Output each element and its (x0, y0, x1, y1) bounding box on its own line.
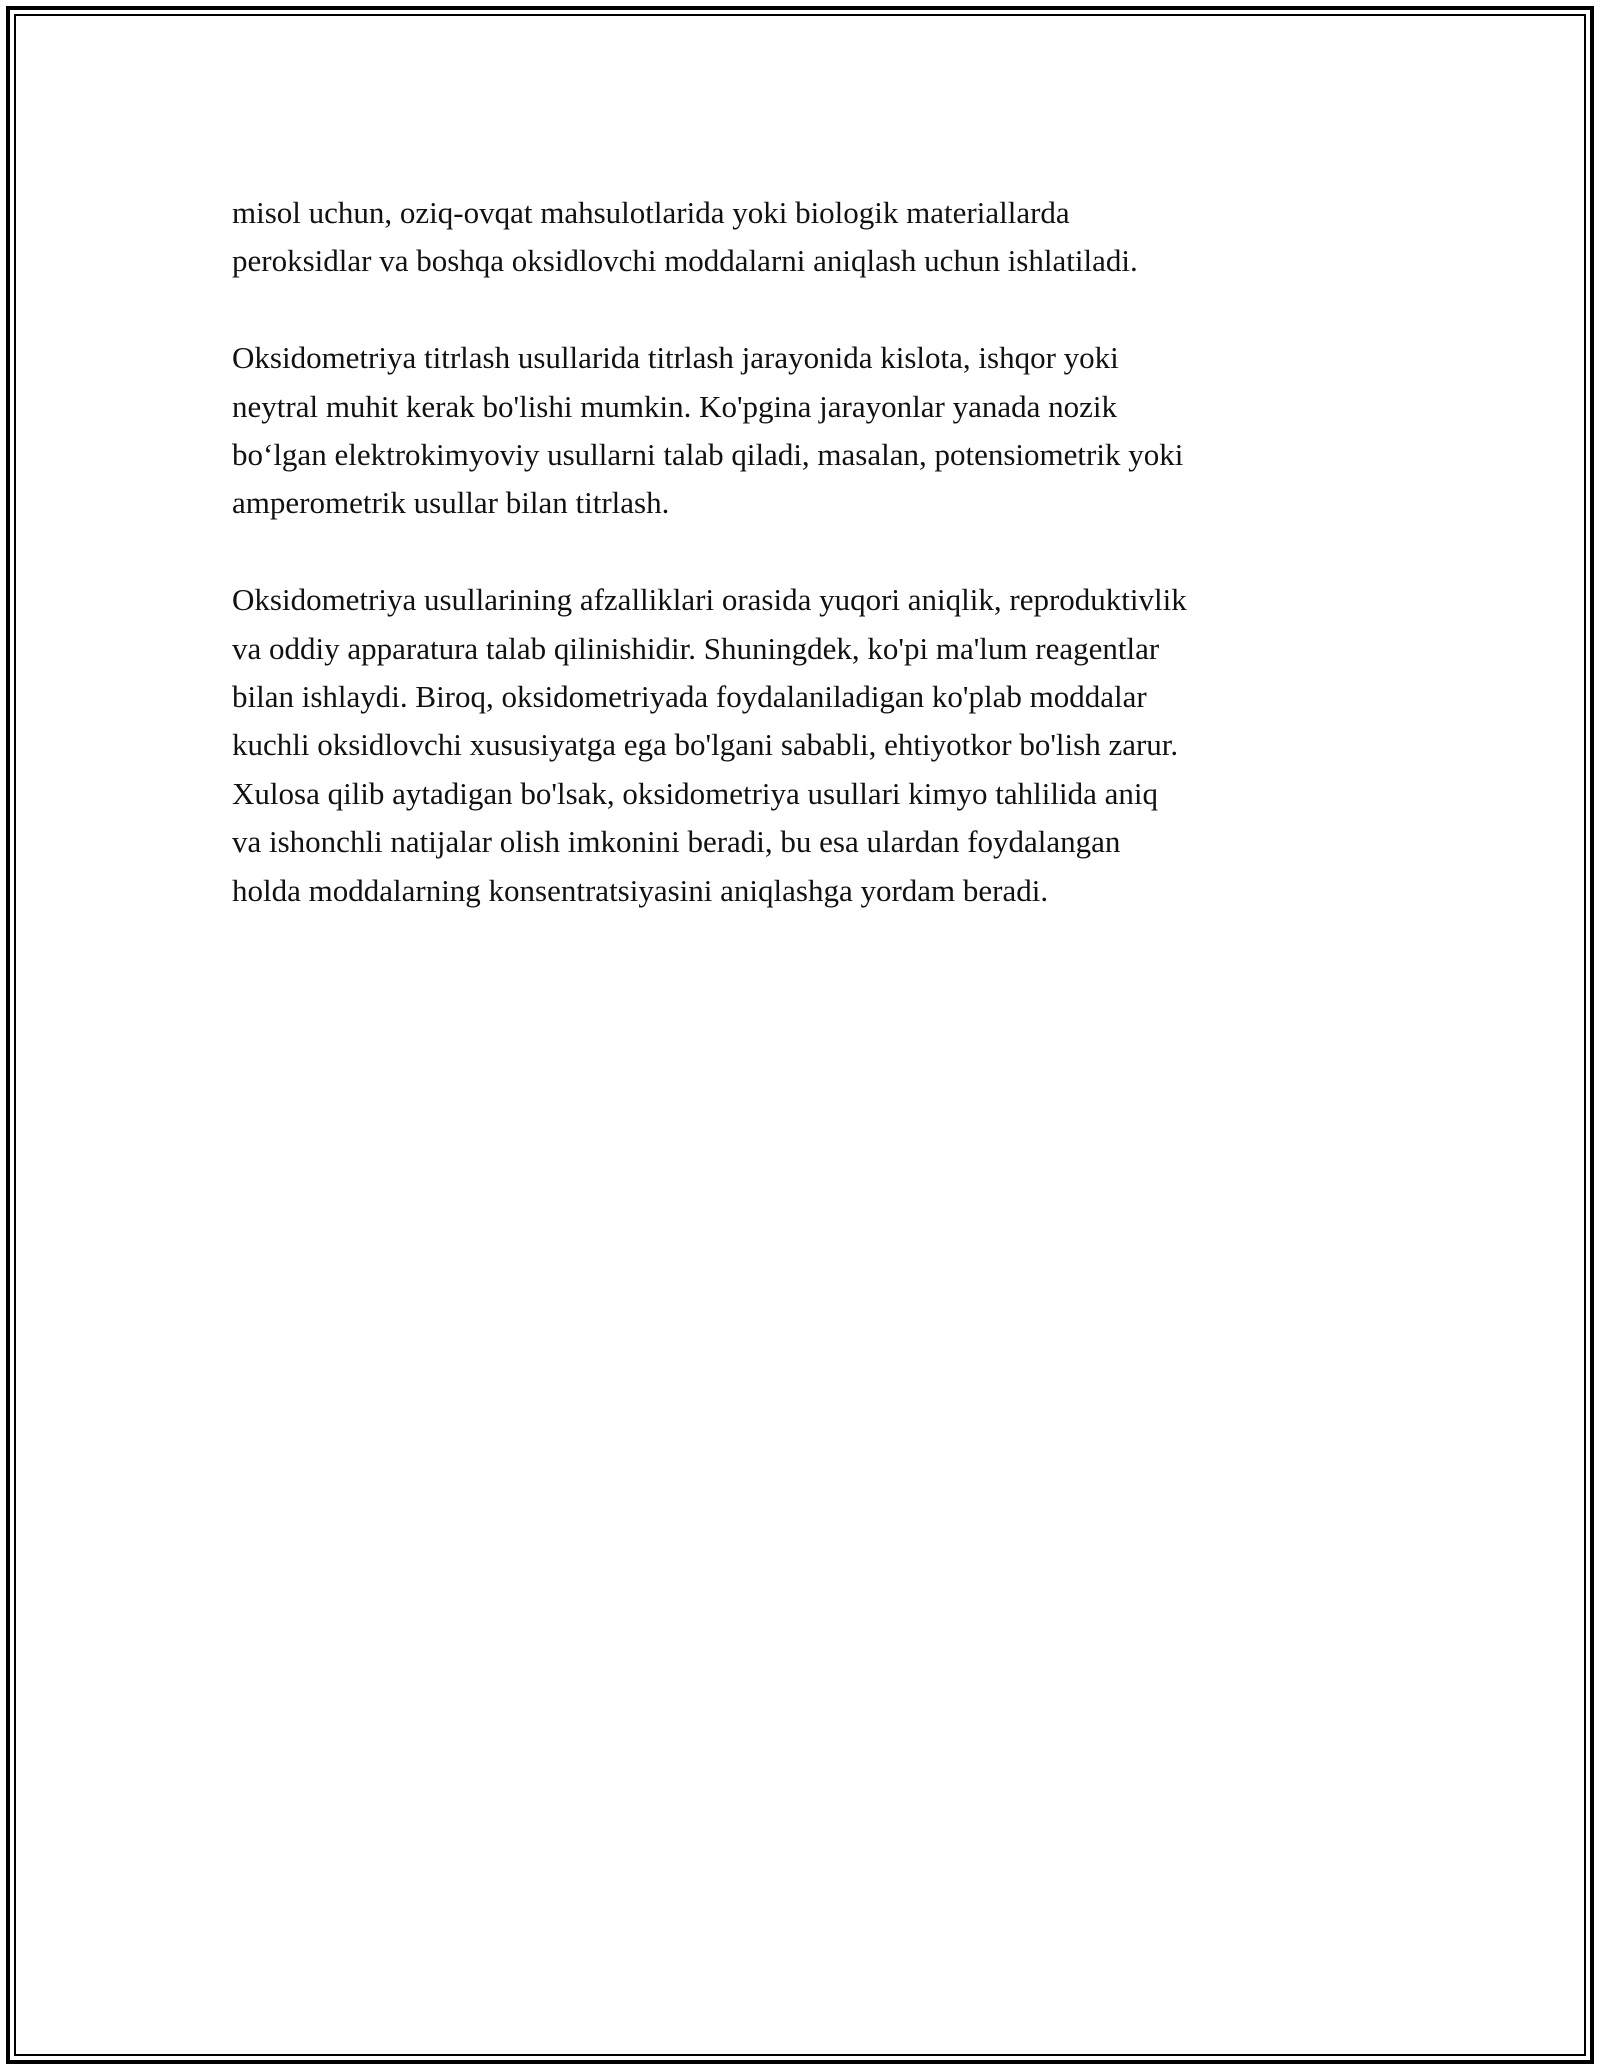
text-line: misol uchun, oziq-ovqat mahsulotlarida yoki biologik materiallarda (232, 195, 1070, 230)
document-page (6, 6, 1594, 2064)
text-line: holda moddalarning konsentratsiyasini aniqlashga yordam beradi. (232, 872, 1049, 908)
text-line: bo‘lgan elektrokimyoviy usullarni talab qiladi, masalan, potensiometrik yoki (232, 437, 1184, 473)
text-line: bilan ishlaydi. Biroq, oksidometriyada foydalaniladigan ko'plab moddalar (232, 679, 1147, 715)
text-line: va oddiy apparatura talab qilinishidir. Shuningdek, ko'pi ma'lum reagentlar (232, 630, 1160, 666)
text-line: amperometrik usullar bilan titrlash. (232, 485, 670, 521)
text-line: Oksidometriya titrlash usullarida titrlash jarayonida kislota, ishqor yoki (232, 340, 1119, 376)
paragraph-3 (232, 576, 1422, 915)
text-line: kuchli oksidlovchi xususiyatga ega bo'lgani sababli, ehtiyotkor bo'lish zarur. (232, 727, 1179, 763)
text-line: peroksidlar va boshqa oksidlovchi moddalarni aniqlash uchun ishlatiladi. (232, 243, 1138, 279)
text-line: neytral muhit kerak bo'lishi mumkin. Ko'pgina jarayonlar yanada nozik (232, 388, 1117, 424)
paragraph-1 (232, 189, 1422, 286)
document-body (232, 189, 1422, 963)
text-line: va ishonchli natijalar olish imkonini beradi, bu esa ulardan foydalangan (232, 824, 1121, 860)
text-line: Oksidometriya usullarining afzalliklari orasida yuqori aniqlik, reproduktivlik (232, 582, 1187, 618)
paragraph-2 (232, 334, 1422, 528)
text-line: Xulosa qilib aytadigan bo'lsak, oksidometriya usullari kimyo tahlilida aniq (232, 775, 1158, 811)
